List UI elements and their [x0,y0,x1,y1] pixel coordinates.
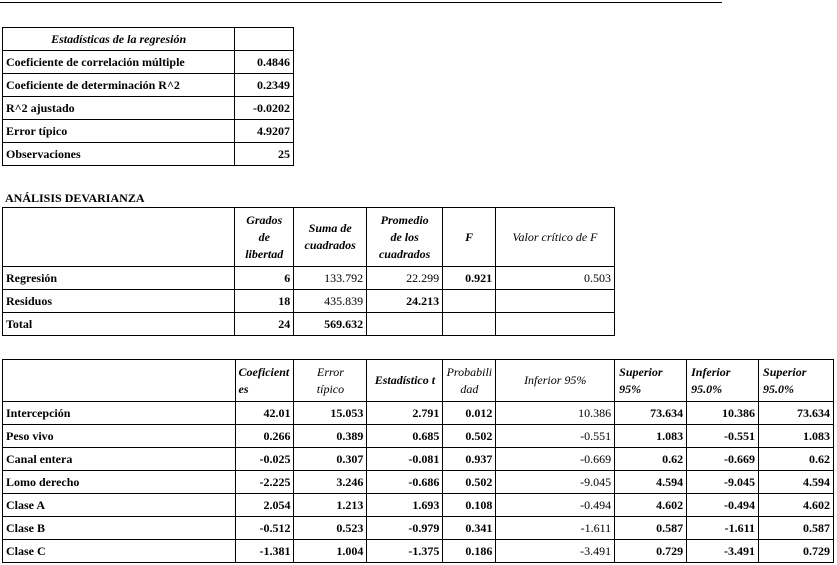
coef-row-label: Clase B [3,517,236,540]
anova-table [2,207,615,336]
coef-row-label: Canal entera [3,448,236,471]
stat-value: 0.2349 [235,74,294,97]
coefficients-body [3,402,834,563]
anova-header-df: Grados de libertad [235,208,294,267]
coef-cell: -3.491 [687,540,759,563]
coef-cell: 0.729 [759,540,834,563]
anova-row-label: Regresión [3,267,235,290]
coef-cell: -0.551 [496,425,615,448]
regression-stats-title-blank [235,28,294,51]
anova-df: 6 [235,267,294,290]
coef-cell: 0.502 [443,471,496,494]
stat-label: R^2 ajustado [3,97,235,120]
coef-cell: 73.634 [759,402,834,425]
anova-f [443,290,496,313]
top-rule [0,2,722,3]
anova-header-ms: Promedio de los cuadrados [367,208,443,267]
coef-row [3,448,834,471]
coef-cell: 0.389 [294,425,367,448]
coef-cell: 0.62 [759,448,834,471]
coef-cell: 4.602 [615,494,687,517]
coef-cell: -9.045 [687,471,759,494]
coef-cell: -0.494 [687,494,759,517]
coef-cell: -0.081 [367,448,443,471]
coef-row-label: Peso vivo [3,425,236,448]
coef-row-label: Intercepción [3,402,236,425]
coef-cell: 10.386 [687,402,759,425]
coef-cell: -0.669 [496,448,615,471]
coef-cell: 0.587 [615,517,687,540]
anova-sigf: 0.503 [496,267,615,290]
coef-cell: -1.381 [235,540,294,563]
anova-ms [367,313,443,336]
coef-header: Coeficientes [235,360,294,402]
anova-ss: 435.839 [294,290,367,313]
stat-label: Observaciones [3,143,235,166]
coef-header: Superior 95.0% [759,360,834,402]
coef-cell: -3.491 [496,540,615,563]
anova-f [443,313,496,336]
coef-header: Inferior 95% [496,360,615,402]
coef-cell: 0.729 [615,540,687,563]
coef-cell: -0.979 [367,517,443,540]
regression-stats-table [2,27,294,166]
coef-cell: 1.083 [759,425,834,448]
coef-row-label: Lomo derecho [3,471,236,494]
coef-cell: 73.634 [615,402,687,425]
coef-row [3,494,834,517]
coef-cell: 0.108 [443,494,496,517]
coef-cell: -0.686 [367,471,443,494]
coef-header: Error típico [294,360,367,402]
coef-cell: 0.502 [443,425,496,448]
coef-cell: 4.594 [759,471,834,494]
anova-header-f: F [443,208,496,267]
coef-row [3,471,834,494]
coef-cell: -2.225 [235,471,294,494]
anova-header-blank [3,208,235,267]
coef-cell: -0.551 [687,425,759,448]
coef-cell: -0.512 [235,517,294,540]
coef-cell: 0.937 [443,448,496,471]
coef-row [3,517,834,540]
coef-cell: 0.523 [294,517,367,540]
coef-cell: 0.266 [235,425,294,448]
coef-row [3,402,834,425]
anova-sigf [496,290,615,313]
anova-ms: 24.213 [367,290,443,313]
coef-cell: 1.213 [294,494,367,517]
stat-label: Coeficiente de determinación R^2 [3,74,235,97]
anova-row-label: Total [3,313,235,336]
anova-df: 24 [235,313,294,336]
anova-ss: 133.792 [294,267,367,290]
coef-cell: -0.494 [496,494,615,517]
coef-cell: 4.594 [615,471,687,494]
coef-row-label: Clase A [3,494,236,517]
coef-cell: -0.025 [235,448,294,471]
coef-cell: -0.669 [687,448,759,471]
coef-header: Superior 95% [615,360,687,402]
coef-header: Estadístico t [367,360,443,402]
coef-row-label: Clase C [3,540,236,563]
coef-cell: 2.791 [367,402,443,425]
coef-header: Inferior 95.0% [687,360,759,402]
coef-cell: 2.054 [235,494,294,517]
anova-ss: 569.632 [294,313,367,336]
stat-value: 0.4846 [235,51,294,74]
coef-cell: -1.611 [496,517,615,540]
anova-header-sigf: Valor crítico de F [496,208,615,267]
coef-cell: 0.685 [367,425,443,448]
coefficients-table [2,359,834,563]
coef-cell: -1.611 [687,517,759,540]
stat-value: -0.0202 [235,97,294,120]
coef-cell: 1.693 [367,494,443,517]
coef-cell: 0.186 [443,540,496,563]
coef-row [3,425,834,448]
coef-cell: 0.307 [294,448,367,471]
coef-cell: -9.045 [496,471,615,494]
coef-cell: 3.246 [294,471,367,494]
anova-title: ANÁLISIS DEVARIANZA [5,191,145,205]
coef-cell: 42.01 [235,402,294,425]
coef-row [3,540,834,563]
regression-stats-title: Estadísticas de la regresión [3,28,235,51]
stat-value: 4.9207 [235,120,294,143]
anova-header-ss: Suma de cuadrados [294,208,367,267]
coef-cell: 15.053 [294,402,367,425]
anova-df: 18 [235,290,294,313]
coef-cell: 0.341 [443,517,496,540]
stat-value: 25 [235,143,294,166]
anova-ms: 22.299 [367,267,443,290]
coef-cell: 1.004 [294,540,367,563]
coef-cell: 1.083 [615,425,687,448]
coef-header: Probabilidad [443,360,496,402]
coef-cell: 4.602 [759,494,834,517]
stat-label: Error típico [3,120,235,143]
coef-cell: 0.62 [615,448,687,471]
anova-row-label: Residuos [3,290,235,313]
anova-sigf [496,313,615,336]
coef-cell: 10.386 [496,402,615,425]
coef-cell: -1.375 [367,540,443,563]
coef-cell: 0.587 [759,517,834,540]
coef-cell: 0.012 [443,402,496,425]
coef-header-blank [3,360,236,402]
anova-f: 0.921 [443,267,496,290]
stat-label: Coeficiente de correlación múltiple [3,51,235,74]
